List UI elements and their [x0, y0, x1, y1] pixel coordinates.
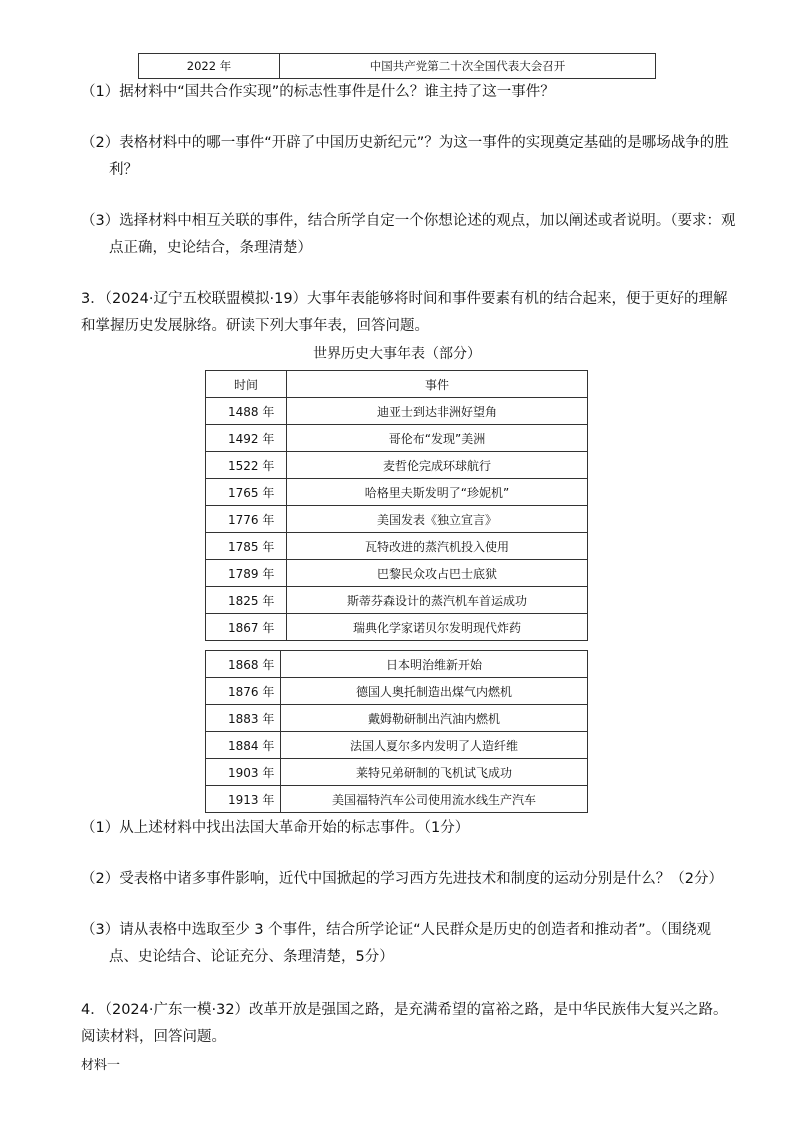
p3-intro-line-2: 和掌握历史发展脉络。研读下列大事年表，回答问题。: [81, 318, 429, 334]
q2-3-line-1: （3）选择材料中相互关联的事件，结合所学自定一个你想论述的观点，加以阐述或者说明。（要求：观: [81, 213, 736, 229]
row-event: 美国发表《独立宣言》: [287, 506, 588, 533]
row-year: 1876 年: [206, 678, 281, 705]
table-row: [206, 398, 588, 425]
event-table-a: [205, 370, 588, 641]
row-year: 1867 年: [206, 614, 287, 641]
q2-3-line-2: 点正确，史论结合，条理清楚）: [109, 240, 312, 256]
row-event: 瑞典化学家诺贝尔发明现代炸药: [287, 614, 588, 641]
p3-q1-line-1: （1）从上述材料中找出法国大革命开始的标志事件。（1分）: [81, 820, 470, 836]
row-year: 1785 年: [206, 533, 287, 560]
row-year: 1488 年: [206, 398, 287, 425]
table-header-row: [206, 371, 588, 398]
row-year: 1825 年: [206, 587, 287, 614]
row-year: 1765 年: [206, 479, 287, 506]
row-year: 1913 年: [206, 786, 281, 813]
table-row: [206, 759, 588, 786]
table-row: [206, 452, 588, 479]
table-row: [206, 479, 588, 506]
table-row: [206, 678, 588, 705]
row-event: 德国人奥托制造出煤气内燃机: [281, 678, 588, 705]
row-year: 1903 年: [206, 759, 281, 786]
table-row: [206, 533, 588, 560]
row-year: 1492 年: [206, 425, 287, 452]
row-year: 1868 年: [206, 651, 281, 678]
row-event: 巴黎民众攻占巴士底狱: [287, 560, 588, 587]
p3-q3-line-2: 点、史论结合、论证充分、条理清楚，5分）: [109, 949, 394, 965]
row-year: 1789 年: [206, 560, 287, 587]
p4-material-label: 材料一: [81, 1058, 121, 1073]
table-row: [206, 732, 588, 759]
row-event: 日本明治维新开始: [281, 651, 588, 678]
p3-table-title: 世界历史大事年表（部分）: [313, 346, 481, 362]
header-time: 时间: [206, 371, 287, 398]
table-row: [206, 506, 588, 533]
table-row: [206, 705, 588, 732]
row-event: 瓦特改进的蒸汽机投入使用: [287, 533, 588, 560]
table-row: [206, 786, 588, 813]
p3-q2-line-1: （2）受表格中诸多事件影响，近代中国掀起的学习西方先进技术和制度的运动分别是什么？（2分）: [81, 871, 723, 887]
row-event: 迪亚士到达非洲好望角: [287, 398, 588, 425]
row-event: 麦哲伦完成环球航行: [287, 452, 588, 479]
row-year: 1522 年: [206, 452, 287, 479]
row-event: 法国人夏尔多内发明了人造纤维: [281, 732, 588, 759]
row-event: 斯蒂芬森设计的蒸汽机车首运成功: [287, 587, 588, 614]
table-row: [206, 560, 588, 587]
row-year: 1883 年: [206, 705, 281, 732]
table-row: [206, 425, 588, 452]
row-year: 1776 年: [206, 506, 287, 533]
p3-q3-line-1: （3）请从表格中选取至少 3 个事件，结合所学论证“人民群众是历史的创造者和推动者”。（围绕观: [81, 922, 711, 938]
row-event: 哈格里夫斯发明了“珍妮机”: [287, 479, 588, 506]
row-event: 哥伦布“发现”美洲: [287, 425, 588, 452]
p3-intro-line-1: 3．（2024·辽宁五校联盟模拟·19）大事年表能够将时间和事件要素有机的结合起来，便于更好的理解: [81, 291, 728, 307]
header-event: 事件: [287, 371, 588, 398]
table-row: [206, 651, 588, 678]
top-table-event: 中国共产党第二十次全国代表大会召开: [369, 59, 566, 73]
p4-intro-line-1: 4．（2024·广东一模·32）改革开放是强国之路，是充满希望的富裕之路，是中华民族伟大复兴之路。: [81, 1002, 728, 1018]
top-table: [138, 53, 656, 79]
q2-2-line-2: 利？: [109, 162, 138, 178]
row-event: 美国福特汽车公司使用流水线生产汽车: [281, 786, 588, 813]
p4-intro-line-2: 阅读材料，回答问题。: [81, 1029, 226, 1045]
row-event: 莱特兄弟研制的飞机试飞成功: [281, 759, 588, 786]
top-table-year: 2022 年: [139, 54, 280, 78]
table-row: [206, 614, 588, 641]
q2-2-line-1: （2）表格材料中的哪一事件“开辟了中国历史新纪元”？为这一事件的实现奠定基础的是哪场战争的胜: [81, 135, 729, 151]
q2-1-line-1: （1）据材料中“国共合作实现”的标志性事件是什么？谁主持了这一事件？: [81, 84, 555, 100]
table-row: [206, 587, 588, 614]
row-event: 戴姆勒研制出汽油内燃机: [281, 705, 588, 732]
row-year: 1884 年: [206, 732, 281, 759]
event-table-b: [205, 650, 588, 813]
